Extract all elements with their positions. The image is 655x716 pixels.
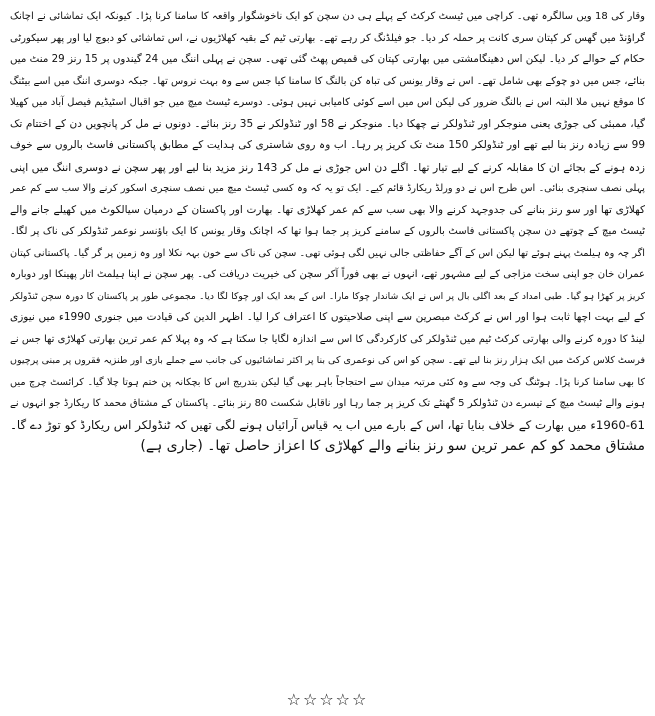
article-line-17: فرسٹ کلاس کرکٹ میں ایک ہزار رنز بنا لیے تھے۔ سچن کو اس کی نوعمری کی بنا پر اکثر تماشائیوں کی جانب سے جملے بازی اور طنزیہ فقروں پر مبنی پرچیوں xyxy=(10,355,645,366)
article-line-12: اگر چہ وہ ہیلمٹ پہنے ہوئے تھا لیکن اس کے آگے حفاظتی جالی نہیں لگی ہوئی تھی۔ سچن کی ناک سے خون بہہ نکلا اور وہ زمین پر گر گیا۔ پاکستانی کپتان xyxy=(10,247,645,259)
article-line-4: بنائے، جس میں دو چوکے بھی شامل تھے۔ اس نے وقار یونس کی تباہ کن بالنگ کا سامنا کیا جس سے وہ بہت نروس تھا۔ جبکہ دوسری اننگ میں اسے بیٹنگ xyxy=(10,75,645,87)
article-line-18: کا بھی سامنا کرنا پڑا۔ ہوٹنگ کی وجہ سے وہ کئی مرتبہ میدان سے احتجاجاً باہر بھی گیا لیکن بتدریج اس کا بچکانہ پن ختم ہوتا چلا گیا۔ کرائسٹ چرچ میں xyxy=(10,376,645,388)
article-line-16: لینڈ کا دورہ کرنے والی بھارتی کرکٹ ٹیم میں ٹنڈولکر کی کارکردگی کا اس سے اندازہ لگایا جا سکتا ہے کہ وہ پہلا کم عمر ترین بھارتی کھلاڑی تھا جس نے xyxy=(10,333,645,345)
article-body xyxy=(10,6,645,458)
article-line-19: ہونے والے ٹیسٹ میچ کے تیسرے دن ٹنڈولکر 5 گھنٹے تک کریز پر جما رہا اور ناقابل شکست 80 رنز بنائے۔ پاکستان کے مشتاق محمد کا ریکارڈ جو انہوں نے xyxy=(10,398,645,409)
article-line-2: گراؤنڈ میں گھس کر کپتان سری کانت پر حملہ کر دیا۔ جو فیلڈنگ کر رہے تھے۔ بھارتی ٹیم کے بقیہ کھلاڑیوں نے، اس تماشائی کو دبوچ لیا اور پھر سیکورٹی xyxy=(10,32,645,44)
section-divider-stars: ☆☆☆☆☆ xyxy=(286,690,369,709)
article-line-21: مشتاق محمد کو کم عمر ترین سو رنز بنانے والے کھلاڑی کا اعزاز حاصل تھا۔ (جاری ہے) xyxy=(140,438,645,454)
article-line-8: زدہ ہونے کے بجائے ان کا مقابلہ کرنے کے لیے تیار تھا۔ اگلے دن اس جوڑی نے مل کر 143 رنز مزید بنا لیے اور پھر سچن نے دوسری اننگ میں اپنی xyxy=(10,160,645,174)
article-line-7: 99 سے زیادہ رنز بنا لیے تھے اور ٹنڈولکر 150 منٹ تک کریز پر رہا۔ اب وہ روی شاستری کی ہدایت کے مطابق پاکستانی فاسٹ بالروں سے خوف xyxy=(10,139,645,151)
article-line-13: عمران خان جو اپنی سخت مزاجی کے لیے مشہور تھے، انہوں نے بھی فوراً آکر سچن کی خیریت دریافت کی۔ پھر سچن نے اپنا ہیلمٹ اتار پھینکا اور دوبارہ xyxy=(10,269,645,280)
article-line-5: کا موقع نہیں ملا البتہ اس نے بالنگ ضرور کی لیکن اس میں اسے کوئی کامیابی نہیں ہوئی۔ دوسرے ٹیسٹ میچ میں جو اقبال اسٹیڈیم فیصل آباد میں کھیلا xyxy=(10,97,645,108)
article-line-11: ٹیسٹ میچ کے چوتھے دن سچن پاکستانی فاسٹ بالروں کے سامنے کریز پر جما ہوا تھا کہ اچانک وقار یونس کا ایک باؤنسر نوعمر ٹنڈولکر کی ناک پر لگا۔ xyxy=(10,226,645,237)
article-line-15: کے لیے بہت اچھا ثابت ہوا اور اس نے کرکٹ مبصرین سے اپنی صلاحیتوں کا اعتراف کرا لیا۔ اظہر الدین کی قیادت میں جنوری 1990ء میں نیوزی xyxy=(10,311,645,323)
article-line-20: 1960-61ء میں بھارت کے خلاف بنایا تھا، اس کے بارے میں اب یہ قیاس آرائیاں ہونے لگی تھیں کہ ٹنڈولکر اس ریکارڈ کو توڑ دے گا۔ xyxy=(10,417,645,432)
article-line-6: گیا، ممبئی کی جوڑی یعنی منوجکر اور ٹنڈولکر نے چھکا دیا۔ منوجکر نے 58 اور ٹنڈولکر نے 35 رنز بنائے۔ دونوں نے مل کر پانچویں دن کے اختتام تک xyxy=(10,117,645,130)
article-line-10: کھلاڑی تھا اور سو رنز بنانے کی جدوجہد کرنے والا بھی سب سے کم عمر کھلاڑی تھا۔ بھارت اور پاکستان کے درمیان سیالکوٹ میں کھیلے جانے والے xyxy=(10,203,645,216)
article-line-3: حکام کے حوالے کر دیا۔ لیکن اس دھینگامشتی میں بھارتی کپتان کی قمیص پھٹ گئی تھی۔ سچن نے پہلی اننگ میں 24 گیندوں پر 15 رنز 29 منٹ میں xyxy=(10,53,645,65)
article-line-14: کریز پر کھڑا ہو گیا۔ طبی امداد کے بعد اگلی بال پر اس نے ایک شاندار چوکا مارا۔ اس کے بعد ایک اور چوکا لگا دیا۔ مجموعی طور پر پاکستان کا دورہ سچن ٹنڈولکر xyxy=(10,290,645,302)
article-line-9: پہلی نصف سنچری بنائی۔ اس طرح اس نے دو ورلڈ ریکارڈ قائم کیے۔ ایک تو یہ کہ وہ کسی ٹیسٹ میچ میں نصف سنچری اسکور کرنے والا سب سے کم عمر xyxy=(10,183,645,194)
article-line-1: وقار کی 18 ویں سالگرہ تھی۔ کراچی میں ٹیسٹ کرکٹ کے پہلے ہی دن سچن کو ایک ناخوشگوار واقعہ کا سامنا کرنا پڑا۔ کیونکہ ایک تماشائی نے اچانک xyxy=(10,11,645,22)
